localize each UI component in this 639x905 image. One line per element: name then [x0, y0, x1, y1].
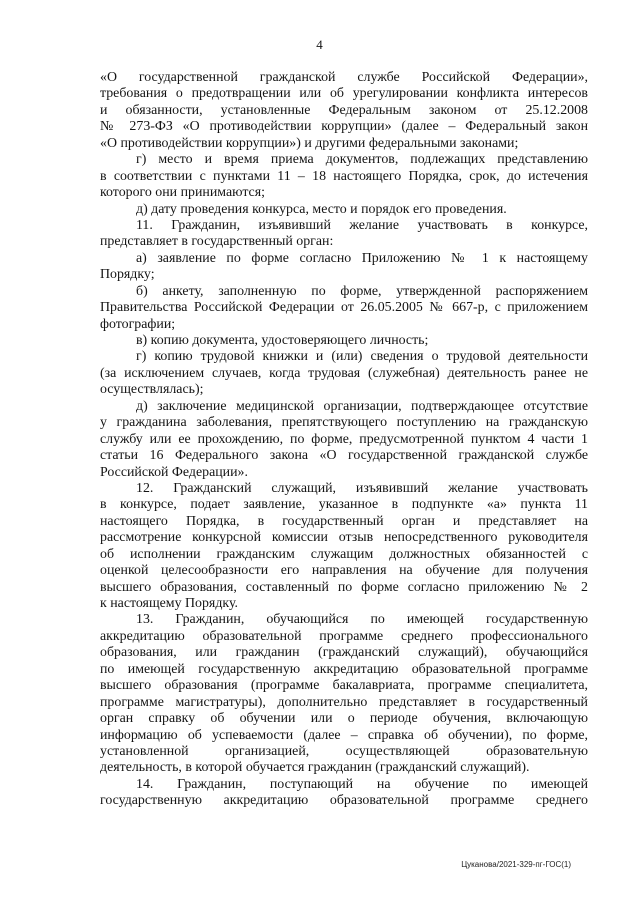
- text-line: у гражданина заболевания, препятствующего поступлению на гражданскую: [100, 415, 588, 431]
- text-line: статьи 16 Федерального закона «О государственной гражданской службе: [100, 448, 588, 464]
- text-line: высшего образования (программе бакалавриата, программе специалитета,: [100, 678, 588, 694]
- text-line: оценкой целесообразности его направления на обучение для получения: [100, 563, 588, 579]
- text-line: в конкурсе, подает заявление, указанное в подпункте «а» пункта 11: [100, 497, 588, 513]
- document-code: Цуканова/2021-329-пг-ГОС(1): [461, 860, 571, 869]
- text-line: установленной организацией, осуществляющей образовательную: [100, 743, 588, 759]
- text-line: рассмотрение конкурсной комиссии отзыв непосредственного руководителя: [100, 530, 588, 546]
- text-line: в) копию документа, удостоверяющего личность;: [136, 333, 429, 348]
- text-line: 11. Гражданин, изъявивший желание участвовать в конкурсе,: [136, 217, 588, 233]
- text-line: 12. Гражданский служащий, изъявивший желание участвовать: [136, 480, 588, 496]
- text-line: фотографии;: [100, 316, 176, 332]
- text-line: информацию об успеваемости (далее – справка об обучении), по форме,: [100, 727, 588, 743]
- text-line: «О противодействии коррупции») и другими федеральными законами;: [100, 135, 519, 151]
- text-line: государственную аккредитацию образовательной программе среднего: [100, 793, 588, 809]
- text-line: требования о предотвращении или об урегулировании конфликта интересов: [100, 86, 588, 102]
- text-line: 14. Гражданин, поступающий на обучение по имеющей: [136, 776, 588, 792]
- text-line: 13. Гражданин, обучающийся по имеющей государственную: [136, 612, 588, 628]
- text-line: Порядку;: [100, 267, 155, 283]
- text-line: (за исключением случаев, когда трудовая (служебная) деятельность ранее не: [100, 365, 588, 381]
- text-line: по имеющей государственную аккредитацию образовательной программе: [100, 661, 588, 677]
- text-line: г) копию трудовой книжки и (или) сведения о трудовой деятельности: [136, 349, 588, 365]
- text-line: «О государственной гражданской службе Российской Федерации»,: [100, 70, 588, 85]
- document-body: [100, 70, 588, 810]
- text-line: высшего образования, составленный по форме согласно приложению № 2: [100, 579, 588, 595]
- text-line: д) заключение медицинской организации, подтверждающее отсутствие: [136, 398, 588, 414]
- text-line: орган справку об обучении или о периоде обучения, включающую: [100, 711, 588, 727]
- text-line: осуществлялась);: [100, 382, 204, 398]
- text-line: б) анкету, заполненную по форме, утвержденной распоряжением: [136, 283, 588, 299]
- page-number: 4: [316, 37, 323, 52]
- text-line: настоящего Порядка, в государственный орган и представляет на: [100, 513, 588, 529]
- text-line: д) дату проведения конкурса, место и порядок его проведения.: [136, 201, 507, 217]
- text-line: аккредитацию образовательной программе среднего профессионального: [100, 628, 588, 644]
- text-line: образования, или гражданин (гражданский служащий), обучающийся: [100, 645, 588, 661]
- text-line: а) заявление по форме согласно Приложению № 1 к настоящему: [136, 250, 588, 266]
- text-line: об исполнении гражданским служащим должностных обязанностей с: [100, 546, 588, 562]
- text-line: в соответствии с пунктами 11 – 18 настоящего Порядка, срок, до истечения: [100, 168, 588, 184]
- text-line: программе магистратуры), дополнительно представляет в государственный: [100, 694, 588, 710]
- text-line: Правительства Российской Федерации от 26.05.2005 № 667-р, с приложением: [100, 300, 588, 316]
- text-line: № 273-ФЗ «О противодействии коррупции» (далее – Федеральный закон: [100, 119, 588, 135]
- text-line: к настоящему Порядку.: [100, 596, 238, 611]
- text-line: и обязанности, установленные Федеральным законом от 25.12.2008: [100, 102, 588, 118]
- text-line: деятельность, в которой обучается гражданин (гражданский служащий).: [100, 760, 530, 776]
- text-line: которого они принимаются;: [100, 185, 265, 201]
- text-line: г) место и время приема документов, подлежащих представлению: [136, 152, 588, 168]
- text-line: Российской Федерации».: [100, 464, 248, 480]
- text-line: представляет в государственный орган:: [100, 234, 334, 250]
- text-line: службу или ее прохождению, по форме, предусмотренной пунктом 4 части 1: [100, 431, 588, 447]
